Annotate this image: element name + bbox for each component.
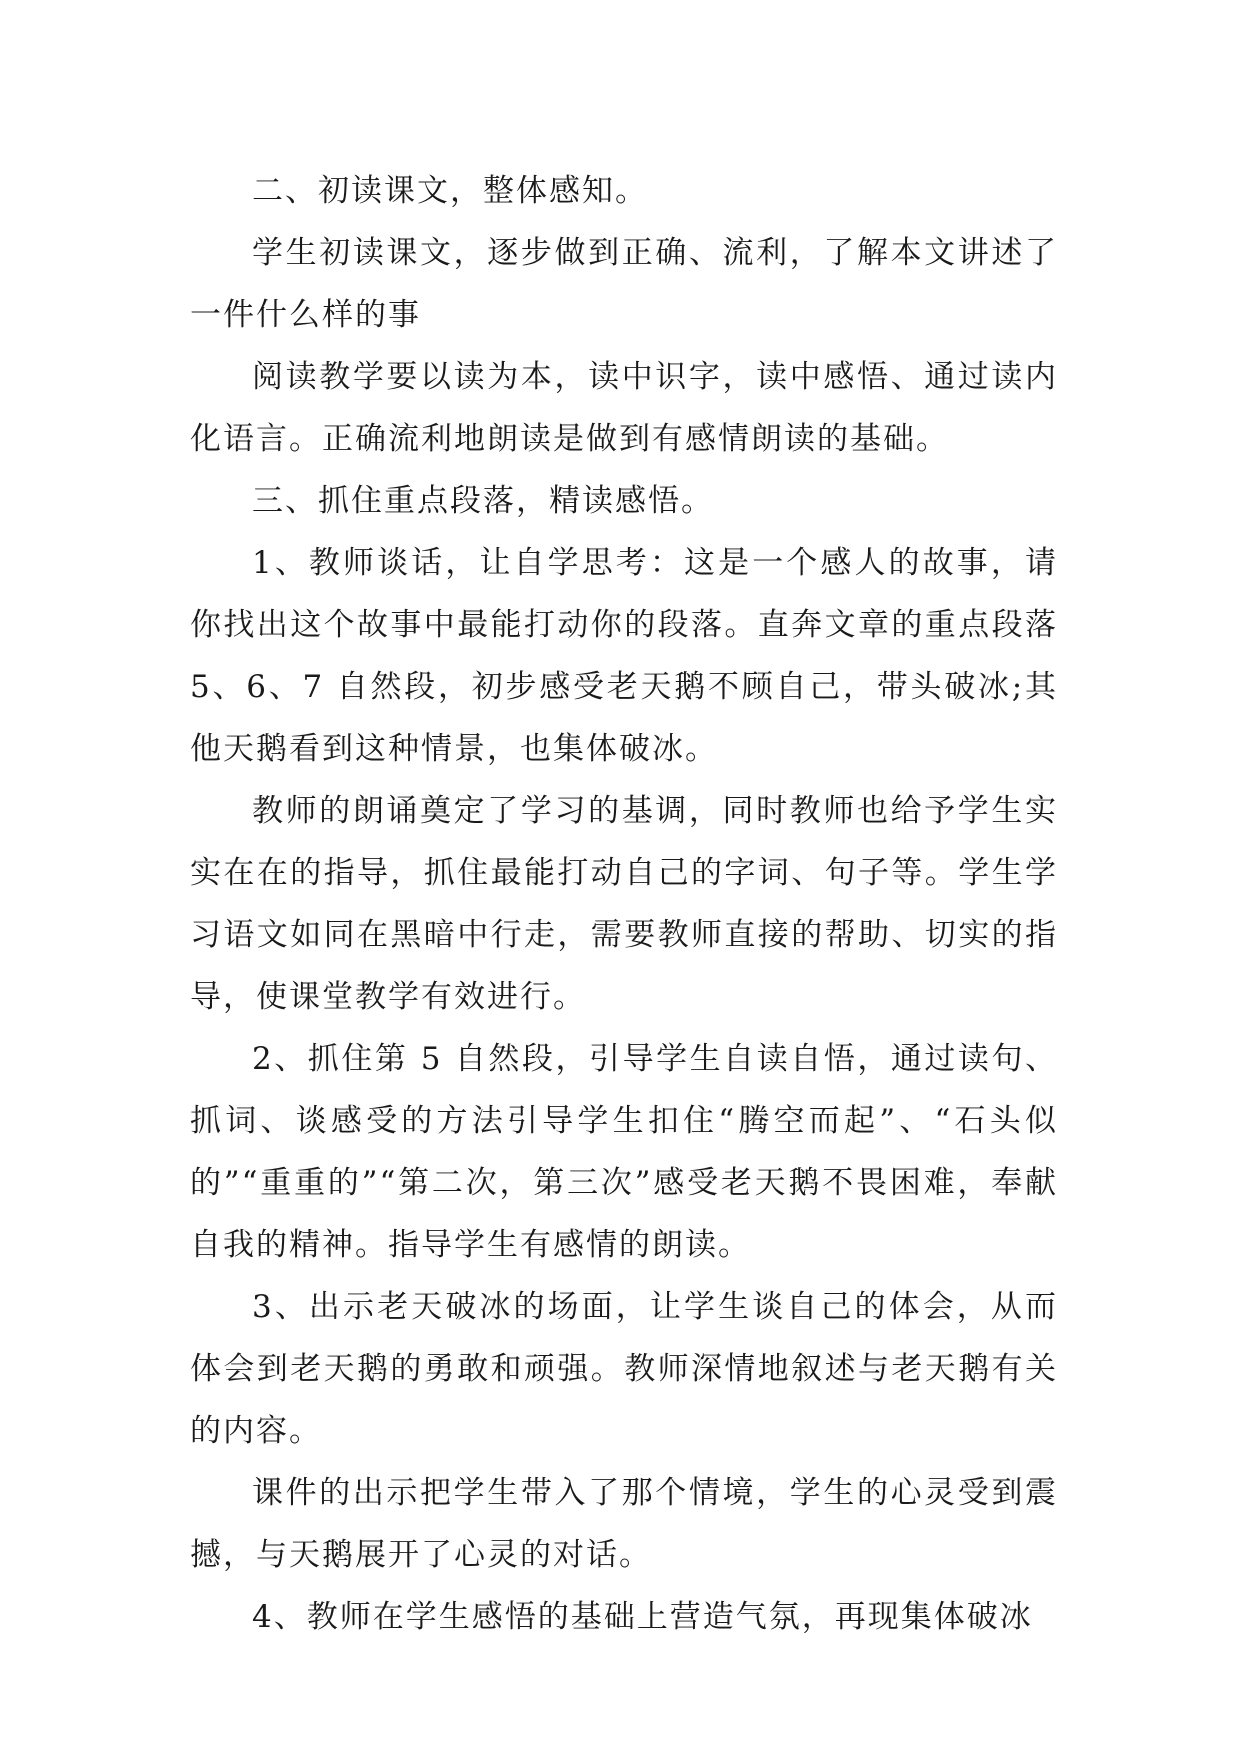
paragraph: 教师的朗诵奠定了学习的基调，同时教师也给予学生实实在在的指导，抓住最能打动自己的字词、句子等。学生学习语文如同在黑暗中行走，需要教师直接的帮助、切实的指导，使课堂教学有效进行。 — [190, 793, 1058, 1015]
document-body — [190, 160, 1058, 1648]
numbered-paragraph-3: 3、出示老天破冰的场面，让学生谈自己的体会，从而体会到老天鹅的勇敢和顽强。教师深情地叙述与老天鹅有关的内容。 — [190, 1289, 1058, 1449]
numbered-paragraph-1: 1、教师谈话，让自学思考：这是一个感人的故事，请你找出这个故事中最能打动你的段落。直奔文章的重点段落 5、6、7 自然段，初步感受老天鹅不顾自己，带头破冰;其他天鹅看到这种情景，也集体破冰。 — [190, 545, 1058, 767]
section-heading-2: 二、初读课文，整体感知。 — [252, 173, 648, 209]
paragraph: 课件的出示把学生带入了那个情境，学生的心灵受到震撼，与天鹅展开了心灵的对话。 — [190, 1475, 1058, 1573]
numbered-paragraph-2: 2、抓住第 5 自然段，引导学生自读自悟，通过读句、抓词、谈感受的方法引导学生扣住“腾空而起”、“石头似的”“重重的”“第二次，第三次”感受老天鹅不畏困难，奉献自我的精神。指导学生有感情的朗读。 — [190, 1041, 1058, 1263]
section-heading-3: 三、抓住重点段落，精读感悟。 — [252, 483, 714, 519]
paragraph: 阅读教学要以读为本，读中识字，读中感悟、通过读内化语言。正确流利地朗读是做到有感情朗读的基础。 — [190, 359, 1058, 457]
paragraph: 学生初读课文，逐步做到正确、流利，了解本文讲述了一件什么样的事 — [190, 235, 1058, 333]
numbered-paragraph-4: 4、教师在学生感悟的基础上营造气氛，再现集体破冰 — [252, 1599, 1033, 1635]
